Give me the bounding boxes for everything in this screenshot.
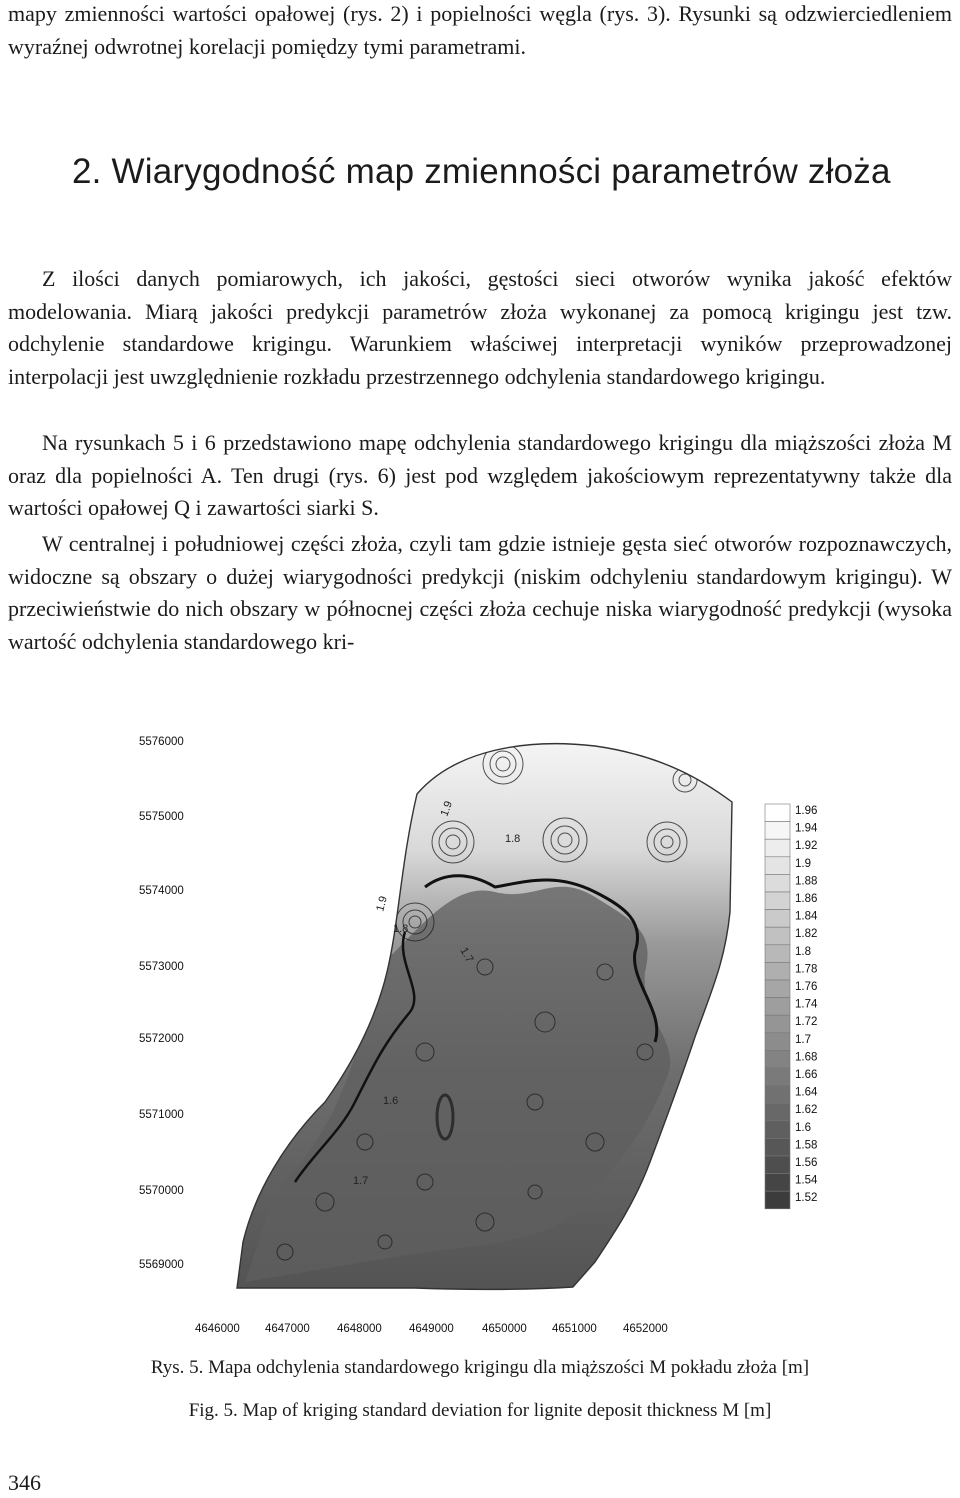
legend-label: 1.64 [795, 1086, 818, 1099]
y-tick-label: 5575000 [139, 811, 184, 823]
legend-swatch [765, 1086, 790, 1104]
legend-label: 1.92 [795, 840, 818, 853]
y-tick-label: 5573000 [139, 961, 184, 973]
contour-label: 1.8 [505, 833, 521, 845]
legend-label: 1.94 [795, 822, 818, 835]
legend-swatch [765, 857, 790, 875]
legend-swatch [765, 1138, 790, 1156]
legend-label: 1.78 [795, 963, 818, 976]
legend-swatch [765, 874, 790, 892]
legend-label: 1.76 [795, 981, 818, 993]
legend-swatch [765, 927, 790, 945]
legend-swatch [765, 822, 790, 840]
y-tick-label: 5571000 [139, 1109, 184, 1121]
legend-label: 1.8 [795, 945, 811, 958]
section-heading: 2. Wiarygodność map zmienności parametrów złoża [72, 152, 891, 191]
legend-label: 1.74 [795, 998, 818, 1011]
x-axis [195, 1323, 668, 1335]
legend-swatch [765, 980, 790, 998]
y-tick-label: 5569000 [139, 1259, 184, 1271]
x-tick-label: 4649000 [409, 1323, 454, 1335]
legend-swatch [765, 1121, 790, 1139]
legend-swatch [765, 1015, 790, 1033]
paragraph-3: W centralnej i południowej części złoża, czyli tam gdzie istnieje gęsta sieć otworów rozpoznawczych, widoczne są obszary o dużej wiarygodności predykcji (niskim odchyleniu standardowym krigingu). W przeciwieństwie do nich obszary w północnej części złoża cechuje niska wiarygodność predykcji (wysoka wartość odchylenia standardowego kri- [8, 531, 952, 655]
legend-swatch [765, 1050, 790, 1068]
x-tick-label: 4648000 [337, 1323, 382, 1335]
kriging-map-figure [125, 722, 845, 1342]
legend-swatch [765, 962, 790, 980]
x-tick-label: 4650000 [482, 1323, 527, 1335]
legend-scale [765, 804, 818, 1209]
legend-label: 1.82 [795, 928, 818, 941]
kriging-map-svg [125, 722, 845, 1342]
legend-label: 1.72 [795, 1016, 818, 1029]
legend-label: 1.96 [795, 805, 818, 817]
legend-swatch [765, 1191, 790, 1209]
legend-swatch [765, 892, 790, 910]
contour-label: 1.7 [353, 1175, 369, 1187]
legend-swatch [765, 910, 790, 928]
page-number: 346 [8, 1470, 41, 1495]
legend-label: 1.7 [795, 1033, 811, 1046]
x-tick-label: 4651000 [552, 1323, 597, 1335]
legend-swatch [765, 1174, 790, 1192]
y-tick-label: 5576000 [139, 736, 184, 748]
y-tick-label: 5572000 [139, 1033, 184, 1045]
map-surface [225, 722, 745, 1302]
figure-caption-pl: Rys. 5. Mapa odchylenia standardowego krigingu dla miąższości M pokładu złoża [m] [150, 1357, 810, 1378]
y-tick-label: 5574000 [139, 885, 184, 897]
legend-label: 1.58 [795, 1139, 818, 1152]
legend-swatch [765, 945, 790, 963]
legend-label: 1.62 [795, 1104, 818, 1117]
y-tick-label: 5570000 [139, 1185, 184, 1197]
x-tick-label: 4646000 [195, 1323, 240, 1335]
legend-label: 1.68 [795, 1051, 818, 1064]
legend-label: 1.56 [795, 1157, 818, 1169]
legend-label: 1.84 [795, 910, 818, 923]
x-tick-label: 4652000 [623, 1323, 668, 1335]
legend-swatch [765, 804, 790, 822]
legend-swatch [765, 998, 790, 1016]
legend-swatch [765, 839, 790, 857]
paragraph-2: Na rysunkach 5 i 6 przedstawiono mapę odchylenia standardowego krigingu dla miąższości złoża M oraz dla popielności A. Ten drugi (rys. 6) jest pod względem jakościowym reprezentatywny także dla wartości opałowej Q i zawartości siarki S. [8, 430, 952, 521]
contour-label: 1.9 [438, 799, 456, 819]
y-axis [139, 736, 184, 1271]
paragraph-1: Z ilości danych pomiarowych, ich jakości, gęstości sieci otworów wynika jakość efektów modelowania. Miarą jakości predykcji parametrów złoża wykonanej za pomocą krigingu jest tzw. odchylenie standardowe krigingu. Warunkiem właściwej interpretacji wyników przeprowadzonej interpolacji jest uwzględnienie rozkładu przestrzennego odchylenia standardowego krigingu. [8, 266, 952, 390]
contour-label: 1.7 [457, 945, 476, 965]
x-tick-label: 4647000 [265, 1323, 310, 1335]
figure-caption-en: Fig. 5. Map of kriging standard deviation for lignite deposit thickness M [m] [188, 1400, 772, 1421]
contour-label: 1.6 [383, 1095, 399, 1107]
legend-label: 1.9 [795, 857, 811, 870]
legend-label: 1.66 [795, 1069, 818, 1081]
legend-label: 1.54 [795, 1174, 818, 1187]
legend-label: 1.86 [795, 893, 818, 905]
intro-paragraph: mapy zmienności wartości opałowej (rys. 2) i popielności węgla (rys. 3). Rysunki są odzwierciedleniem wyraźnej odwrotnej korelacji pomiędzy tymi parametrami. [8, 1, 952, 59]
legend-swatch [765, 1156, 790, 1174]
legend-label: 1.88 [795, 875, 818, 888]
legend-swatch [765, 1068, 790, 1086]
contour-label: 1.8 [393, 923, 409, 935]
legend-swatch [765, 1033, 790, 1051]
legend-label: 1.6 [795, 1121, 811, 1134]
legend-swatch [765, 1103, 790, 1121]
legend-label: 1.52 [795, 1192, 818, 1205]
contour-label: 1.9 [374, 894, 390, 913]
